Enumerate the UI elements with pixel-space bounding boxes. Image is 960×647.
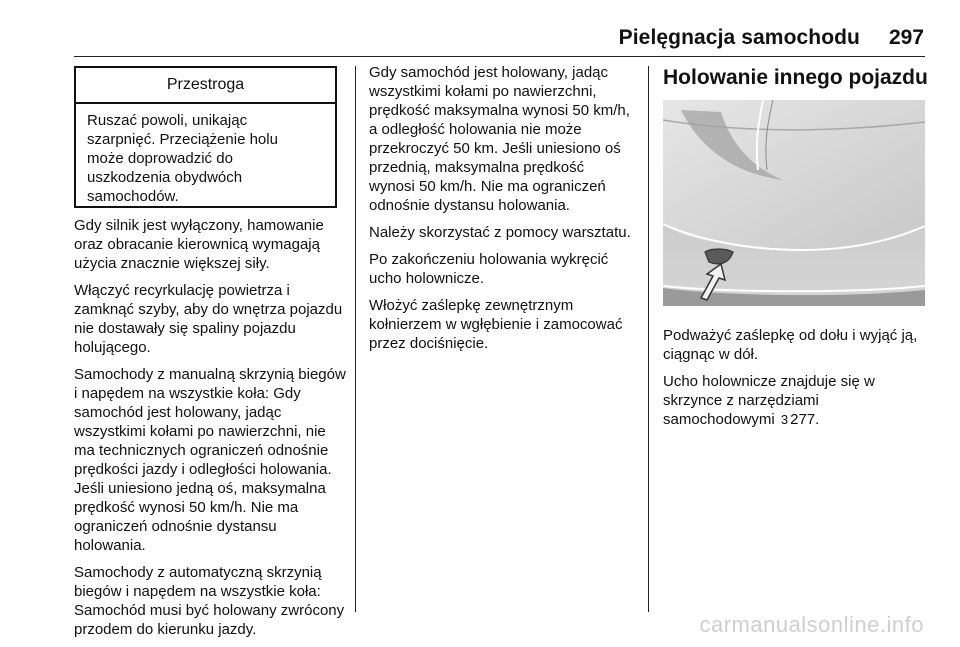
paragraph: Włożyć zaślepkę zewnętrznym kołnierzem w wgłębienie i zamocować przez dociśnięcie.	[369, 297, 623, 352]
page-number: 297	[888, 26, 924, 49]
paragraph: Gdy silnik jest wyłączony, hamowanie oraz obracanie kierownicą wymagają użycia znacznie większej siły.	[74, 217, 324, 272]
caution-line: uszkodzenia obydwóch	[87, 169, 243, 186]
page-reference-arrow-icon: 3	[780, 412, 789, 427]
caution-line: może doprowadzić do	[87, 150, 233, 167]
caution-line: Ruszać powoli, unikając	[87, 112, 248, 129]
header-rule	[74, 56, 925, 57]
paragraph: Należy skorzystać z pomocy warsztatu.	[369, 224, 631, 241]
paragraph: Samochody z manualną skrzynią biegów i napędem na wszystkie koła: Gdy samochód jest holowany, jadąc wszystkimi kołami po nawierzchni, nie ma technicznych ograniczeń odnośnie prędkości jazdy i odległości holowania. Jeśli uniesiono jedną oś, maksymalna prędkość wynosi 50 km/h. Nie ma ograniczeń odnośnie dystansu holowania.	[74, 366, 346, 554]
caution-line: samochodów.	[87, 188, 179, 205]
text-column-3	[663, 326, 925, 437]
paragraph: Podważyć zaślepkę od dołu i wyjąć ją, ciągnąc w dół.	[663, 327, 918, 363]
column-divider	[355, 66, 356, 612]
paragraph: Po zakończeniu holowania wykręcić ucho holownicze.	[369, 251, 609, 287]
caution-line: szarpnięć. Przeciążenie holu	[87, 131, 278, 148]
page-header-title: Pielęgnacja samochodu	[618, 26, 860, 49]
rear-bumper-illustration	[663, 100, 925, 306]
text-column-2	[369, 63, 633, 361]
page-reference[interactable]: 277.	[790, 411, 820, 428]
paragraph: Gdy samochód jest holowany, jadąc wszystkimi kołami po nawierzchni, prędkość maksymalna wynosi 50 km/h, a odległość holowania nie może przekroczyć 50 km. Jeśli uniesiono oś przednią, maksymalna prędkość wynosi 50 km/h. Nie ma ograniczeń odnośnie dystansu holowania.	[369, 64, 630, 214]
paragraph: Samochody z automatyczną skrzynią biegów i napędem na wszystkie koła: Samochód musi być holowany zwrócony przodem do kierunku jazdy.	[74, 564, 345, 638]
caution-heading: Przestroga	[76, 68, 335, 104]
caution-box	[74, 66, 337, 208]
column-divider	[648, 66, 649, 612]
section-heading: Holowanie innego pojazdu	[663, 66, 928, 89]
caution-text	[76, 104, 335, 206]
paragraph: Włączyć recyrkulację powietrza i zamknąć szyby, aby do wnętrza pojazdu nie dostawały się spaliny pojazdu holującego.	[74, 282, 343, 356]
watermark: carmanualsonline.info	[699, 612, 924, 637]
paragraph	[663, 372, 925, 429]
text-column-1	[74, 216, 350, 647]
reference-text: Ucho holownicze znajduje się w skrzynce z narzędziami samochodowymi	[663, 373, 875, 428]
